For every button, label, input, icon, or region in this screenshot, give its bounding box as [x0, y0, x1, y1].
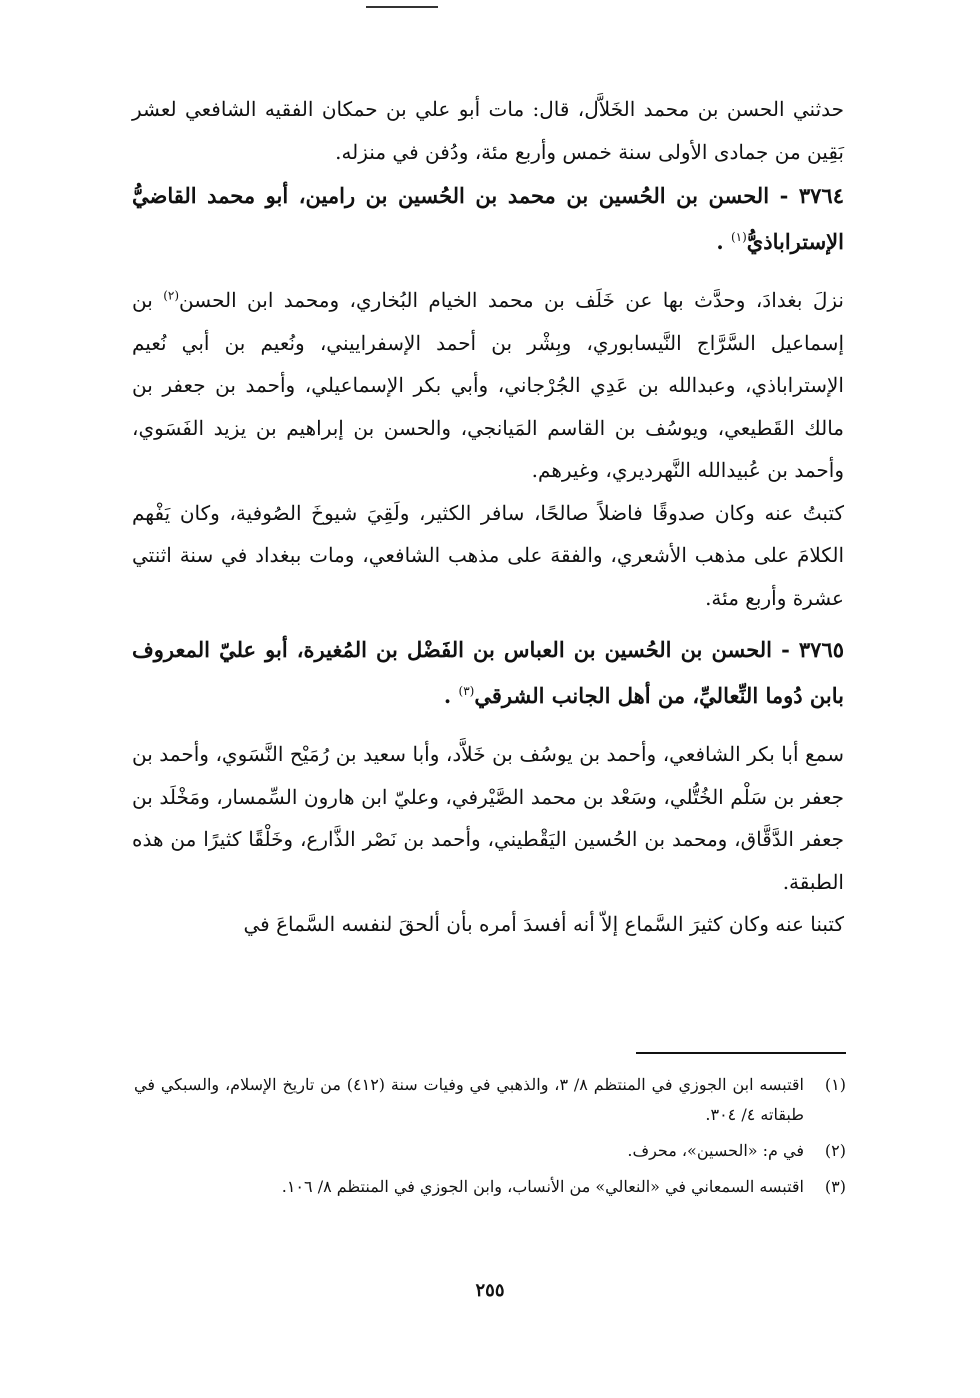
footnote-text: اقتبسه السمعاني في «النعالي» من الأنساب، وابن الجوزي في المنتظم ٨/ ١٠٦.: [281, 1177, 804, 1196]
footnote-text: في م: «الحسين»، محرف.: [627, 1141, 804, 1160]
entry-3764-paragraph-1: [132, 279, 844, 492]
top-rule: [366, 6, 438, 8]
footnotes: [134, 1070, 846, 1208]
intro-paragraph: حدثني الحسن بن محمد الخَلاَّل، قال: مات أبو علي بن حمكان الفقيه الشافعي لعشر بَقِين من جمادى الأولى سنة خمس وأربع مئة، ودُفن في منزله.: [132, 97, 844, 164]
footnote-ref[interactable]: (١): [730, 230, 747, 244]
entry-title: - الحسن بن الحُسين بن محمد بن الحُسين بن رامين، أبو محمد القاضيُّ الإستراباذيُّ: [132, 183, 844, 254]
footnote-separator: [636, 1052, 846, 1054]
entry-heading-3764: [132, 173, 844, 265]
entry-3765-paragraph-1: سمع أبا بكر الشافعي، وأحمد بن يوسُف بن خَلاَّد، وأبا سعيد بن رُمَيْح النَّسَوي، وأحمد بن جعفر بن سَلْم الخُتُّلي، وسَعْد بن محمد الصَّيْرفي، وعليّ ابن هارون السِّمسار، ومَخْلَد بن جعفر الدَّقَّاق، ومحمد بن الحُسين اليَقْطيني، وأحمد بن نَصْر الذَّارع، وخَلْقًا كثيرًا من هذه الطبقة.: [132, 742, 844, 894]
footnote-3: [134, 1172, 846, 1202]
entry-number: ٣٧٦٤: [798, 183, 844, 208]
entry-title: - الحسن بن الحُسين بن العباس بن الفَضْل بن المُغيرة، أبو عليّ المعروف بابن دُوما النِّعاليِّ، من أهل الجانب الشرقي: [132, 637, 844, 708]
entry-title-end: .: [716, 229, 731, 254]
footnote-2: [134, 1136, 846, 1166]
entry-3765-paragraph-2: كتبنا عنه وكان كثيرَ السَّماع إلاّ أنه أفسدَ أمره بأن ألحقَ لنفسه السَّماعَ في: [243, 912, 844, 936]
paragraph-text: نزلَ بغدادَ، وحدَّث بها عن خَلَف بن محمد الخيام البُخاري، ومحمد ابن الحسن: [179, 288, 844, 312]
entry-3764-paragraph-2: كتبتُ عنه وكان صدوقًا فاضلاً صالحًا، سافر الكثير، ولَقِيَ شيوخَ الصُوفية، وكان يَفْهم الكلامَ على مذهب الأشعري، والفقهَ على مذهب الشافعي، ومات ببغداد في سنة اثنتي عشرة وأربع مئة.: [132, 500, 844, 610]
page-number: ٢٥٥: [475, 1280, 505, 1301]
footnote-number: (٢): [824, 1141, 846, 1160]
entry-title-end: .: [443, 683, 459, 708]
entry-number: ٣٧٦٥: [798, 637, 845, 662]
footnote-text: اقتبسه ابن الجوزي في المنتظم ٨/ ٣، والذهبي في وفيات سنة (٤١٢) من تاريخ الإسلام، والسبكي في طبقاته ٤/ ٣٠٤.: [134, 1075, 804, 1124]
footnote-number: (٣): [824, 1177, 846, 1196]
main-text: [132, 88, 844, 946]
footnote-number: (١): [824, 1075, 846, 1094]
footnote-ref[interactable]: (٢): [163, 288, 180, 303]
footnote-1: [134, 1070, 846, 1130]
footnote-ref[interactable]: (٣): [458, 684, 475, 698]
paragraph-text: بن إسماعيل السَّرَّاج النَّيسابوري، وبِشْر بن أحمد الإسفراييني، ونُعيم بن أبي نُعيم الإستراباذي، وعبدالله بن عَدِي الجُرْجاني، وأبي بكر الإسماعيلي، وأحمد بن جعفر بن مالك القَطيعي، ويوسُف بن القاسم المَيانجي، والحسن بن إبراهيم بن يزيد الفَسَوي، وأحمد بن عُبيدالله النَّهرديري، وغيرهم.: [132, 288, 844, 482]
entry-heading-3765: [132, 627, 844, 719]
